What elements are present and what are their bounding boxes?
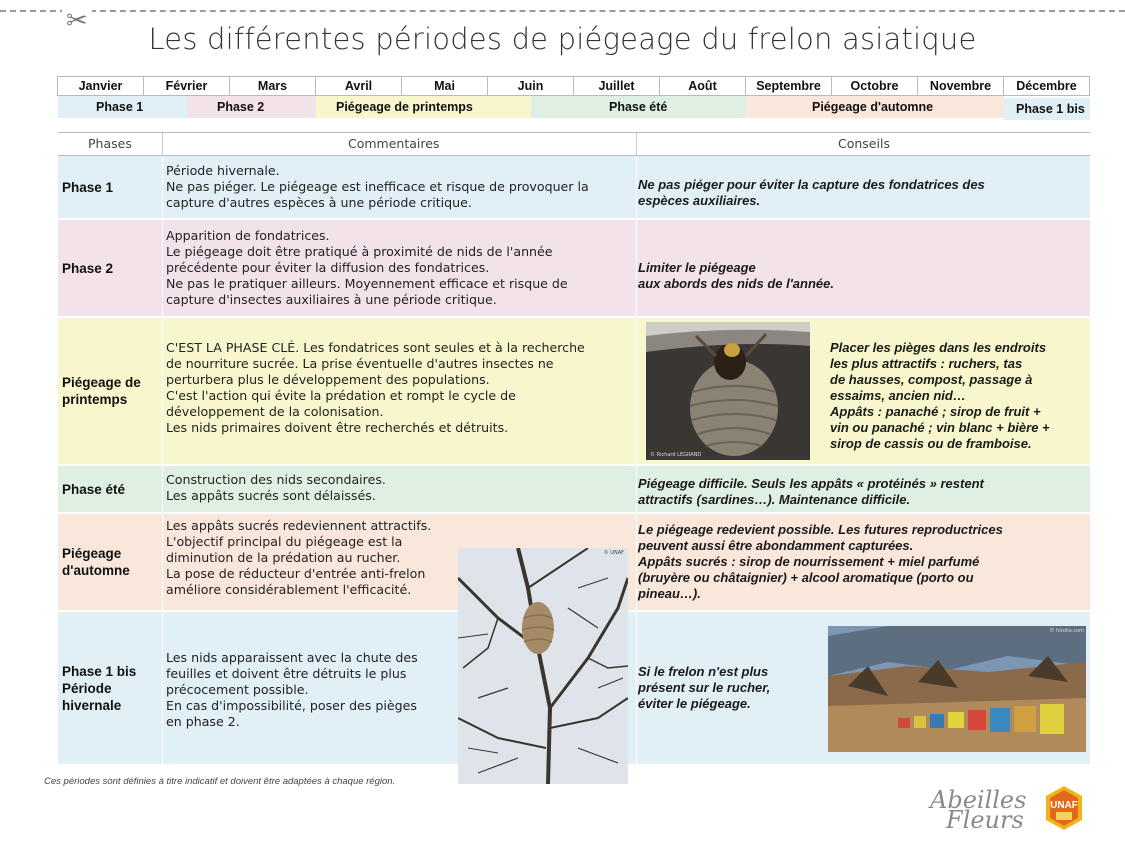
hornet-nest-image — [646, 322, 810, 460]
phase-name-line: d'automne — [62, 563, 130, 578]
photo-credit: © fotolia.com — [1049, 628, 1084, 634]
footnote: Ces périodes sont définies à titre indicatif et doivent être adaptées à chaque région. — [44, 776, 396, 787]
comment-line: développement de la colonisation. — [166, 404, 384, 419]
comment-line: capture d'autres espèces à une période critique. — [166, 195, 472, 210]
scissors-icon: ✂ — [62, 8, 92, 34]
comment-line: précédente pour éviter la diffusion des fondatrices. — [166, 260, 490, 275]
comment-line: La pose de réducteur d'entrée anti-frelon — [166, 566, 426, 581]
comment-line: En cas d'impossibilité, poser des pièges — [166, 698, 417, 713]
comment-line: feuilles et doivent être détruits le plus — [166, 666, 407, 681]
advice-line: les plus attractifs : ruchers, tas — [830, 356, 1023, 371]
header-commentaires: Commentaires — [348, 136, 440, 151]
timeline-phase-1-bis: Phase 1 bis — [1004, 98, 1090, 120]
comment-line: Les appâts sucrés sont délaissés. — [166, 488, 376, 503]
month-cell: Avril — [315, 76, 402, 96]
phase-name — [58, 514, 166, 610]
comment-line: L'objectif principal du piégeage est la — [166, 534, 403, 549]
phase-name-line: Piégeage de — [62, 375, 141, 390]
advice-line: pineau…). — [638, 586, 701, 601]
comment-line: Période hivernale. — [166, 163, 280, 178]
comment-line: C'est l'action qui évite la prédation et rompt le cycle de — [166, 388, 516, 403]
phase-name-line: printemps — [62, 392, 128, 407]
advice-line: présent sur le rucher, — [638, 680, 771, 695]
advice-line: aux abords des nids de l'année. — [638, 276, 834, 291]
timeline-phase-2: Phase 2 — [187, 96, 316, 118]
timeline-ete: Phase été — [531, 96, 746, 118]
month-cell: Mars — [229, 76, 316, 96]
header-divider — [162, 133, 163, 155]
header-conseils: Conseils — [838, 136, 890, 151]
comment-line: améliore considérablement l'efficacité. — [166, 582, 412, 597]
advice-line: de hausses, compost, passage à — [830, 372, 1033, 387]
month-cell: Août — [659, 76, 746, 96]
row-phase-1 — [58, 156, 1090, 220]
phase-comment — [166, 650, 456, 730]
comment-line: précocement possible. — [166, 682, 309, 697]
advice-line: Appâts : panaché ; sirop de fruit + — [830, 404, 1041, 419]
phase-name: Phase 2 — [62, 260, 114, 276]
month-header — [58, 76, 1090, 96]
timeline-printemps: Piégeage de printemps — [316, 96, 531, 118]
comment-line: en phase 2. — [166, 714, 240, 729]
photo-credit: © Richard LEGRAND — [650, 452, 702, 458]
phase-advice — [638, 177, 1078, 209]
advice-line: sirop de cassis ou de framboise. — [830, 436, 1032, 451]
advice-line: Appâts sucrés : sirop de nourrissement + miel parfumé — [638, 554, 980, 569]
advice-line: attractifs (sardines…). Maintenance difficile. — [638, 492, 911, 507]
abeilles-fleurs-logo — [930, 786, 1027, 834]
header-divider — [636, 133, 637, 155]
month-cell: Février — [143, 76, 230, 96]
phase-advice — [638, 260, 1078, 292]
advice-line: vin ou panaché ; vin blanc + bière + — [830, 420, 1050, 435]
comment-line: Ne pas piéger. Le piégeage est inefficace et risque de provoquer la — [166, 179, 589, 194]
comment-line: C'EST LA PHASE CLÉ. Les fondatrices sont seules et à la recherche — [166, 340, 585, 355]
phase-name-line: hivernale — [62, 697, 122, 713]
advice-line: Ne pas piéger pour éviter la capture des fondatrices des — [638, 177, 985, 192]
brand-line: Abeilles — [930, 786, 1027, 814]
phases-table — [58, 132, 1090, 766]
unaf-logo — [1042, 784, 1086, 832]
page-title: Les différentes périodes de piégeage du frelon asiatique — [148, 22, 977, 56]
advice-line: Limiter le piégeage — [638, 260, 756, 275]
advice-line: Piégeage difficile. Seuls les appâts « protéinés » restent — [638, 476, 984, 491]
comment-line: Le piégeage doit être pratiqué à proximité de nids de l'année — [166, 244, 553, 259]
advice-line: éviter le piégeage. — [638, 696, 751, 711]
month-cell: Juillet — [573, 76, 660, 96]
phase-name — [58, 318, 166, 464]
phase-advice — [638, 476, 1078, 508]
advice-line: Placer les pièges dans les endroits — [830, 340, 1047, 355]
phase-name: Phase été — [62, 481, 126, 497]
row-printemps — [58, 318, 1090, 466]
brand-line: Fleurs — [946, 806, 1024, 834]
row-phase-2 — [58, 220, 1090, 318]
comment-line: Les appâts sucrés redeviennent attractifs. — [166, 518, 432, 533]
phase-comment — [166, 340, 636, 436]
month-cell: Mai — [401, 76, 488, 96]
phase-name-line: Piégeage — [62, 546, 122, 561]
timeline-automne: Piégeage d'automne — [746, 96, 1004, 118]
phase-advice — [830, 340, 1085, 452]
phase-comment — [166, 472, 636, 504]
phase-comment — [166, 163, 636, 211]
advice-line: Si le frelon n'est plus — [638, 664, 769, 679]
comment-line: capture d'insectes auxiliaires à une période critique. — [166, 292, 497, 307]
month-cell: Janvier — [57, 76, 144, 96]
timeline-phase-1: Phase 1 — [58, 96, 187, 118]
advice-line: peuvent aussi être abondamment capturées. — [638, 538, 914, 553]
comment-line: de nourriture sucrée. La prise éventuelle d'autres insectes ne — [166, 356, 554, 371]
month-cell: Novembre — [917, 76, 1004, 96]
month-cell: Septembre — [745, 76, 832, 96]
tree-nest-image — [458, 548, 628, 784]
advice-line: Le piégeage redevient possible. Les futures reproductrices — [638, 522, 1003, 537]
comment-line: perturbera plus le développement des populations. — [166, 372, 490, 387]
month-cell: Juin — [487, 76, 574, 96]
comment-line: Apparition de fondatrices. — [166, 228, 330, 243]
comment-line: diminution de la prédation au rucher. — [166, 550, 401, 565]
row-ete — [58, 466, 1090, 514]
phase-name: Phase 1 — [62, 179, 114, 195]
table-header — [58, 132, 1090, 156]
comment-line: Les nids apparaissent avec la chute des — [166, 650, 418, 665]
advice-line: espèces auxiliaires. — [638, 193, 761, 208]
tree-nest-photo — [458, 548, 628, 784]
apiary-photo — [828, 626, 1086, 752]
comment-line: Ne pas le pratiquer ailleurs. Moyennement efficace et risque de — [166, 276, 568, 291]
month-cell: Octobre — [831, 76, 918, 96]
phase-name-line: Période — [62, 680, 112, 696]
photo-credit: © UNAF — [603, 550, 624, 556]
comment-line: Les nids primaires doivent être recherchés et détruits. — [166, 420, 509, 435]
phase-advice — [638, 664, 818, 712]
advice-line: (bruyère ou châtaignier) + alcool aromatique (porto ou — [638, 570, 974, 585]
phase-advice — [638, 522, 1078, 602]
phase-comment — [166, 228, 636, 308]
unaf-label: UNAF — [1050, 800, 1078, 811]
advice-line: essaims, ancien nid… — [830, 388, 966, 403]
comment-line: Construction des nids secondaires. — [166, 472, 386, 487]
phase-name — [58, 612, 166, 764]
apiary-image — [828, 626, 1086, 752]
header-phases: Phases — [88, 136, 132, 151]
month-cell: Décembre — [1003, 76, 1090, 96]
phase-comment — [166, 518, 466, 598]
hornet-nest-photo — [646, 322, 810, 460]
cut-line — [0, 6, 1125, 36]
phase-name-line: Phase 1 bis — [62, 663, 137, 679]
phase-timeline — [58, 96, 1090, 118]
